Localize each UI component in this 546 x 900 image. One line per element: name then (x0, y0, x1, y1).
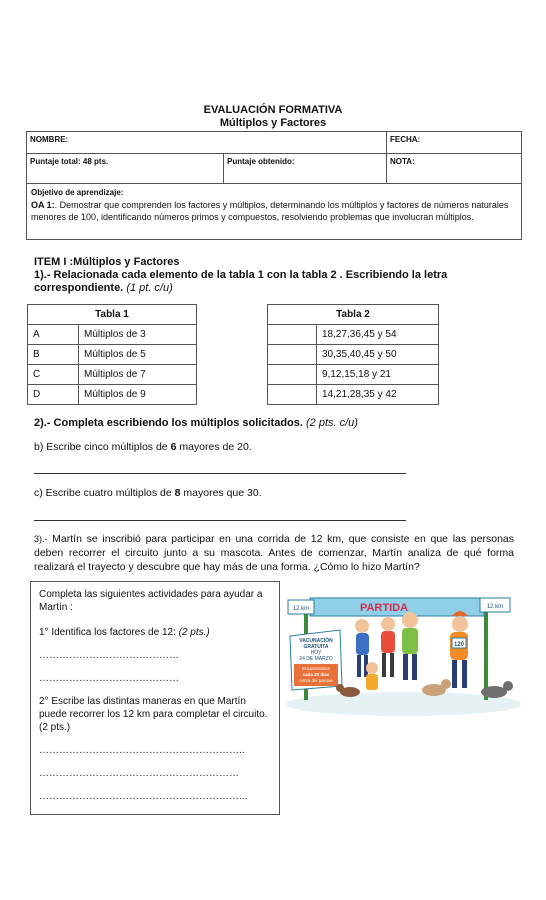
table-1-label: Múltiplos de 5 (79, 345, 197, 365)
table-row (268, 365, 439, 385)
table-2-answer-cell[interactable] (268, 325, 317, 345)
table-1-label: Múltiplos de 7 (79, 365, 197, 385)
nota-label: NOTA: (387, 154, 522, 184)
info-table (26, 131, 522, 184)
objective-description: . Demostrar que comprenden los factores y múltiplos, determinando los múltiplos y factores de números naturales menores de 100, identificando números primos y compuestos, resolviendo problemas que involucran múltiplos. (31, 200, 509, 222)
table-1-letter: A (28, 325, 79, 345)
q2b-number: 6 (170, 441, 177, 453)
q2-heading (34, 417, 358, 429)
q2c-post: mayores que 30. (180, 487, 262, 499)
km-right: 12 km (486, 604, 504, 610)
table-2-value: 14,21,28,35 y 42 (317, 385, 439, 405)
table-row (268, 345, 439, 365)
q3-text: Martín se inscribió para participar en una corrida de 12 km, que consiste en que las personas deben recorrer el circuito junto a su mascota. Antes de comenzar, Martín analiza de qué forma realizará el trayecto y descubre que hay más de una forma. ¿Cómo lo hizo Martín? (34, 533, 514, 573)
answer-dots[interactable]: …………………………………………………….. (39, 745, 245, 756)
table-1 (27, 304, 197, 405)
table-1-letter: C (28, 365, 79, 385)
q2b-pre: b) Escribe cinco múltiplos de (34, 441, 171, 453)
km-left: 12 km (292, 606, 310, 612)
answer-dots[interactable]: …………………………………… (39, 673, 179, 684)
item1-question (34, 269, 514, 295)
table-1-letter: B (28, 345, 79, 365)
puntaje-total-label: Puntaje total: 48 pts. (27, 154, 224, 184)
table-1-label: Múltiplos de 3 (79, 325, 197, 345)
table-1-label: Múltiplos de 9 (79, 385, 197, 405)
table-1-header: Tabla 1 (28, 305, 197, 325)
table-2-answer-cell[interactable] (268, 345, 317, 365)
banner-text: PARTIDA (359, 602, 409, 614)
table-row (268, 385, 439, 405)
answer-dots[interactable]: …………………………………… (39, 650, 179, 661)
objective-box (26, 183, 522, 240)
item1-heading: ITEM I :Múltiplos y Factores (34, 256, 180, 268)
answer-line-b[interactable] (34, 473, 406, 474)
activity-step1 (39, 626, 271, 639)
q3-number: 3).- (34, 534, 48, 544)
sign-note: Encuéntranos (302, 666, 330, 671)
sign-note: cada 20 días (302, 672, 330, 677)
activity-step2: 2° Escribe las distintas maneras en que Martín puede recorrer los 12 km para completar el circuito. (2 pts.) (39, 696, 268, 733)
table-row (28, 385, 197, 405)
table-2-value: 9,12,15,18 y 21 (317, 365, 439, 385)
activity-box (30, 581, 280, 815)
q2c-number: 8 (174, 487, 181, 499)
fecha-label: FECHA: (387, 132, 522, 154)
sign-note: cerca del parque (299, 678, 333, 683)
sign-line: 24 DE MARZO (299, 656, 333, 662)
answer-dots[interactable]: …………………………………………………… (39, 768, 239, 779)
q2c-pre: c) Escribe cuatro múltiplos de (34, 487, 175, 499)
table-row (28, 345, 197, 365)
sign-line: VACUNACIÓN (299, 638, 333, 644)
answer-line-c[interactable] (34, 520, 406, 521)
table-2-answer-cell[interactable] (268, 365, 317, 385)
nombre-label: NOMBRE: (27, 132, 387, 154)
objective-text (31, 199, 517, 223)
q1-points: (1 pt. c/u) (126, 282, 173, 294)
table-2-value: 30,35,40,45 y 50 (317, 345, 439, 365)
race-illustration-svg (284, 586, 520, 716)
table-row (28, 365, 197, 385)
q2b-text (34, 441, 252, 453)
page-title: EVALUACIÓN FORMATIVA (203, 104, 343, 116)
bib-number: 120 (453, 642, 465, 648)
sign-line: HOY (310, 650, 322, 656)
race-illustration (284, 586, 520, 716)
answer-dots[interactable]: ……………………………………………………... (39, 791, 248, 802)
step1-points: (2 pts.) (178, 627, 210, 638)
table-1-letter: D (28, 385, 79, 405)
table-row (268, 325, 439, 345)
q2-text: 2).- Completa escribiendo los múltiplos solicitados. (34, 417, 303, 429)
objective-label: Objetivo de aprendizaje: (31, 188, 124, 197)
q2b-post: mayores de 20. (176, 441, 252, 453)
table-2-value: 18,27,36,45 y 54 (317, 325, 439, 345)
q2c-text (34, 487, 262, 499)
step1-text: 1° Identifica los factores de 12: (39, 627, 176, 638)
table-2 (267, 304, 439, 405)
table-2-header: Tabla 2 (268, 305, 439, 325)
q3-paragraph (34, 532, 514, 574)
oa-code: OA 1: (31, 200, 55, 210)
sign-line: GRATUITA (303, 644, 329, 650)
table-row (28, 325, 197, 345)
page-subtitle: Múltiplos y Factores (219, 117, 327, 129)
puntaje-obtenido-label: Puntaje obtenido: (224, 154, 387, 184)
table-2-answer-cell[interactable] (268, 385, 317, 405)
q2-points: (2 pts. c/u) (306, 417, 358, 429)
q1-text: 1).- Relacionada cada elemento de la tabla 1 con la tabla 2 . Escribiendo la letra correspondiente. (34, 269, 448, 294)
activity-intro: Completa las siguientes actividades para ayudar a Martín : (39, 589, 263, 613)
